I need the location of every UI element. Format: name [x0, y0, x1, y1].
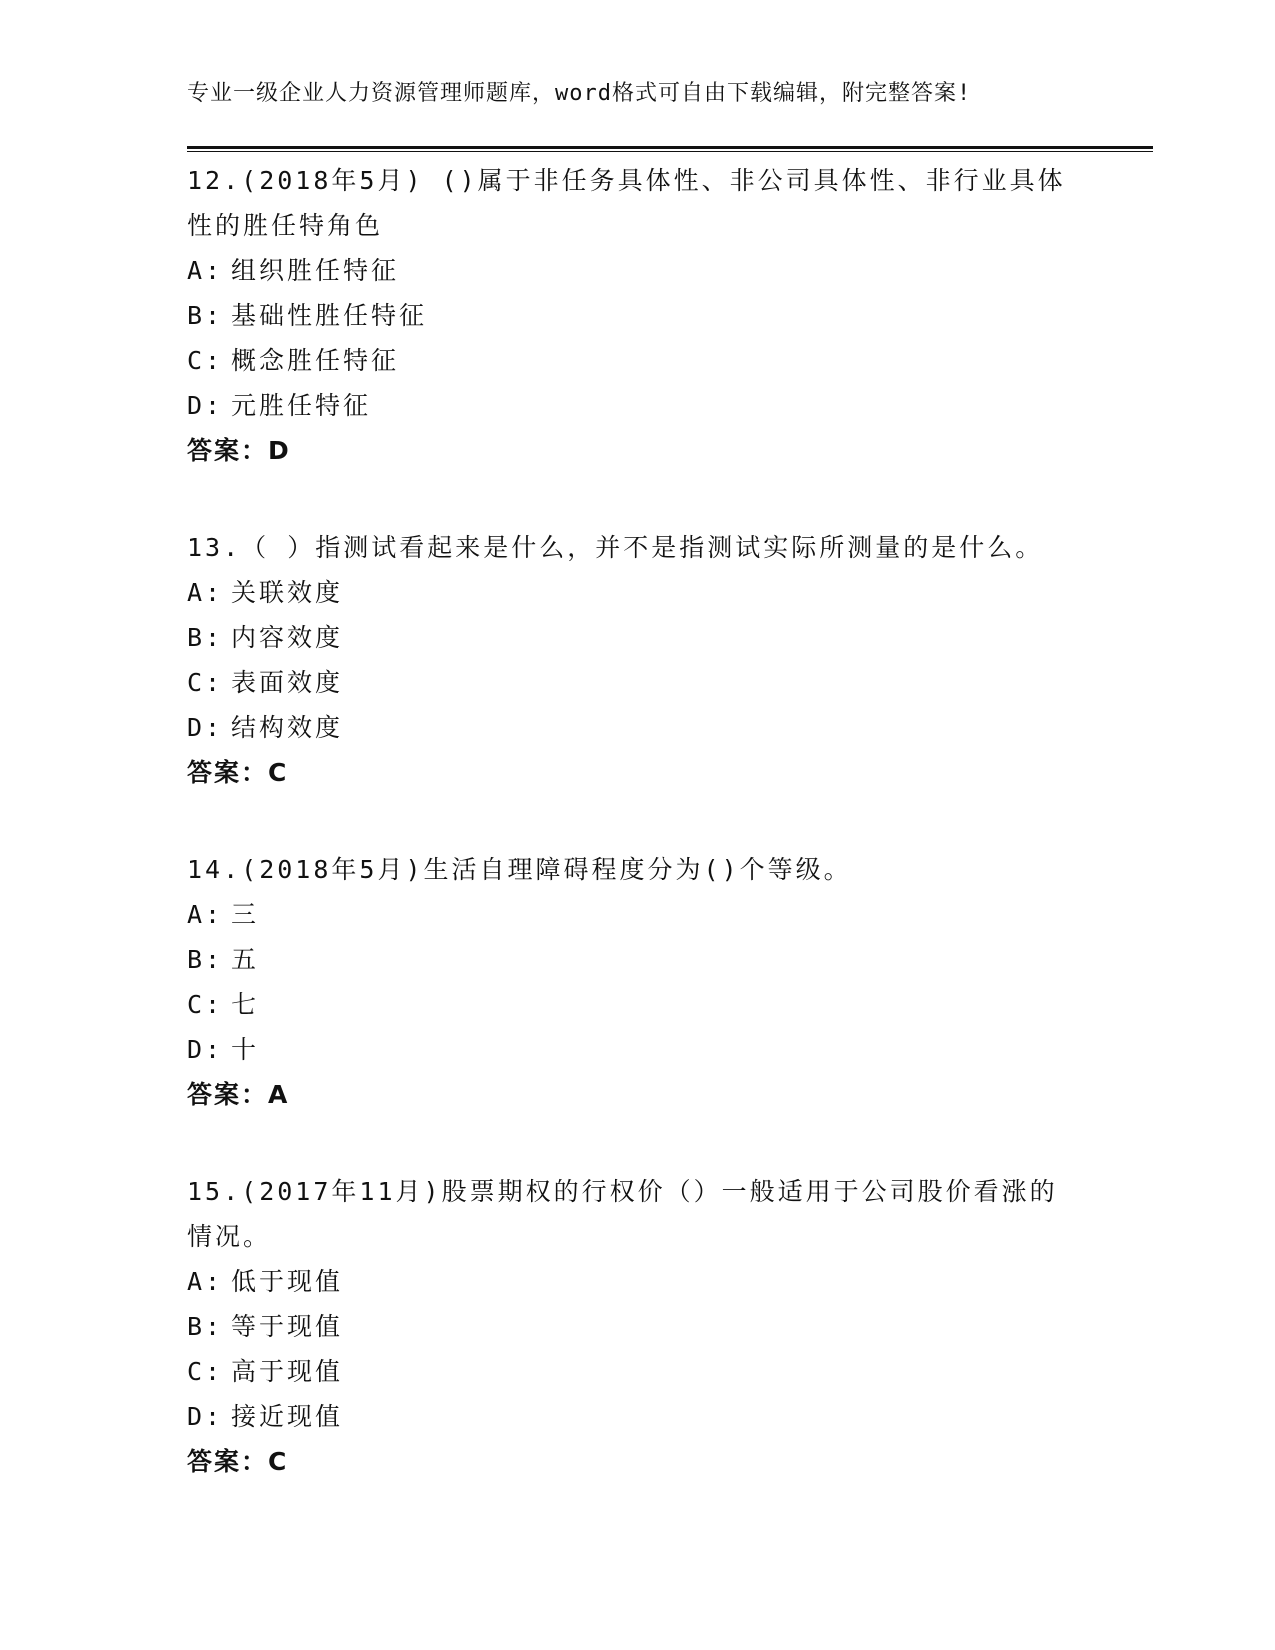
- question-14: [187, 847, 1087, 1117]
- question-stem: 13.（ ）指测试看起来是什么，并不是指测试实际所测量的是什么。: [187, 533, 1044, 562]
- header-rule-thin: [187, 151, 1153, 152]
- option-letter: C:: [187, 668, 224, 697]
- option-letter: D:: [187, 1035, 224, 1064]
- option-text: 等于现值: [231, 1312, 344, 1341]
- option-a: [187, 570, 1087, 615]
- option-text: 结构效度: [231, 713, 344, 742]
- option-letter: B:: [187, 301, 224, 330]
- option-c: [187, 1349, 1087, 1394]
- option-letter: D:: [187, 391, 224, 420]
- option-c: [187, 660, 1087, 705]
- option-letter: B:: [187, 623, 224, 652]
- option-text: 低于现值: [231, 1267, 344, 1296]
- option-d: [187, 1394, 1087, 1439]
- question-stem: 14.(2018年5月)生活自理障碍程度分为()个等级。: [187, 855, 852, 884]
- option-a: [187, 892, 1087, 937]
- question-stem: 12.(2018年5月) ()属于非任务具体性、非公司具体性、非行业具体性的胜任特角色: [187, 166, 1066, 240]
- answer-line: 答案：D: [187, 436, 291, 465]
- answer-line: 答案：C: [187, 1447, 289, 1476]
- header-rule-thick: [187, 146, 1153, 149]
- option-d: [187, 705, 1087, 750]
- option-text: 元胜任特征: [231, 391, 372, 420]
- option-text: 内容效度: [231, 623, 344, 652]
- question-15: [187, 1169, 1087, 1484]
- option-c: [187, 982, 1087, 1027]
- option-text: 接近现值: [231, 1402, 344, 1431]
- option-text: 五: [231, 945, 260, 974]
- option-letter: C:: [187, 1357, 224, 1386]
- option-text: 概念胜任特征: [231, 346, 400, 375]
- option-d: [187, 383, 1087, 428]
- question-12: [187, 158, 1087, 473]
- option-text: 高于现值: [231, 1357, 344, 1386]
- option-text: 三: [231, 900, 260, 929]
- option-letter: A:: [187, 578, 224, 607]
- question-list: [187, 158, 1087, 1536]
- answer-line: 答案：C: [187, 758, 289, 787]
- option-letter: D:: [187, 713, 224, 742]
- option-d: [187, 1027, 1087, 1072]
- option-letter: D:: [187, 1402, 224, 1431]
- question-stem: 15.(2017年11月)股票期权的行权价（）一般适用于公司股价看涨的情况。: [187, 1177, 1058, 1251]
- option-letter: A:: [187, 256, 224, 285]
- header-note: 专业一级企业人力资源管理师题库，word格式可自由下载编辑，附完整答案!: [187, 81, 972, 106]
- option-text: 七: [231, 990, 260, 1019]
- option-text: 基础性胜任特征: [231, 301, 428, 330]
- option-letter: A:: [187, 900, 224, 929]
- option-text: 表面效度: [231, 668, 344, 697]
- option-b: [187, 937, 1087, 982]
- option-c: [187, 338, 1087, 383]
- option-letter: C:: [187, 346, 224, 375]
- option-text: 十: [231, 1035, 260, 1064]
- option-letter: B:: [187, 1312, 224, 1341]
- option-text: 组织胜任特征: [231, 256, 400, 285]
- option-a: [187, 1259, 1087, 1304]
- option-a: [187, 248, 1087, 293]
- question-13: [187, 525, 1087, 795]
- option-b: [187, 615, 1087, 660]
- option-b: [187, 1304, 1087, 1349]
- answer-line: 答案：A: [187, 1080, 290, 1109]
- option-letter: B:: [187, 945, 224, 974]
- option-b: [187, 293, 1087, 338]
- option-text: 关联效度: [231, 578, 344, 607]
- option-letter: C:: [187, 990, 224, 1019]
- option-letter: A:: [187, 1267, 224, 1296]
